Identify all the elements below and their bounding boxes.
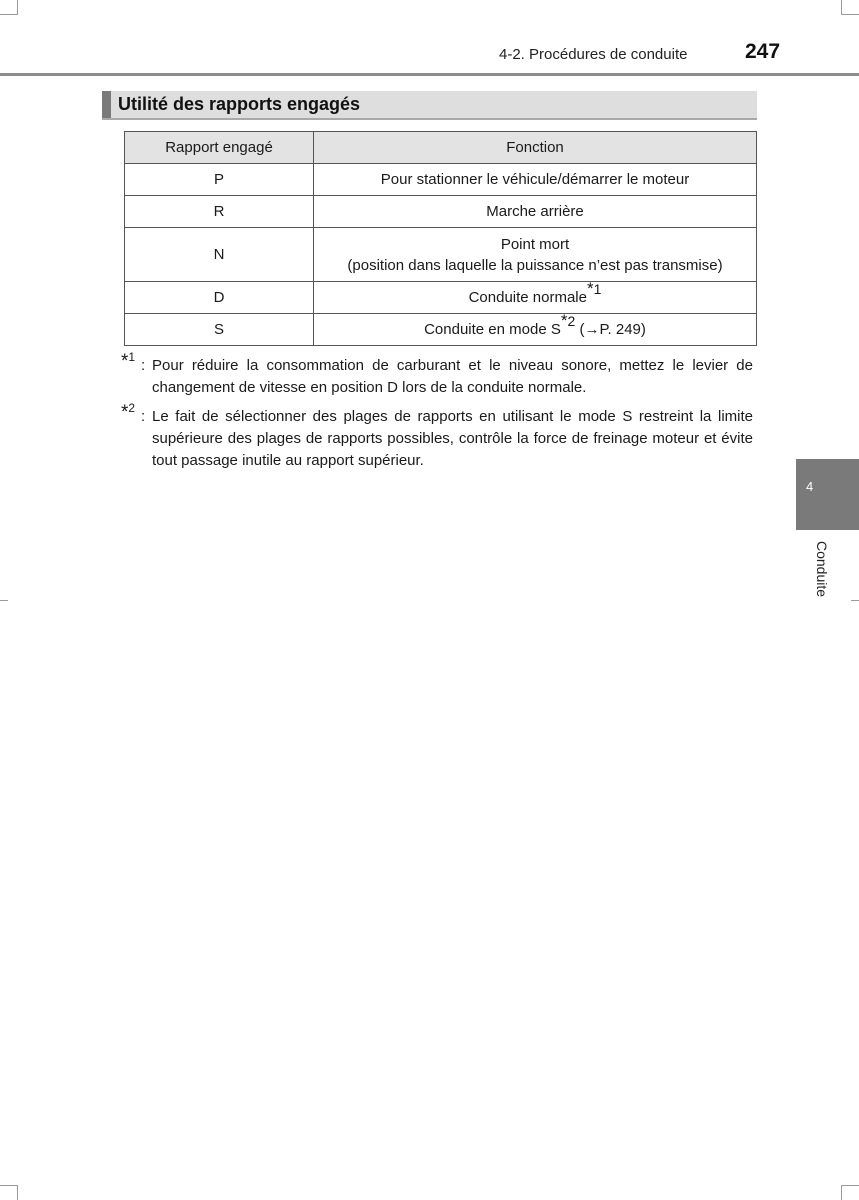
gear-cell: D [125,282,314,314]
function-cell [314,228,757,282]
crop-mark [851,600,859,601]
function-cell: Pour stationner le véhicule/démarrer le moteur [314,164,757,196]
footnote-ref: *2 [560,311,576,330]
section-title: Utilité des rapports engagés [118,94,361,114]
gear-cell: R [125,196,314,228]
gear-table [124,131,757,346]
footnote-colon: : [141,357,146,374]
crop-mark [841,14,859,15]
crop-mark [17,0,18,14]
chapter-label: Conduite [814,541,830,598]
gear-cell: P [125,164,314,196]
footnote-text: Pour réduire la consommation de carburant et le niveau sonore, mettez le levier de changement de vitesse en position D lors de la conduite normale. [152,357,753,396]
page-number: 247 [745,40,781,63]
footnote-colon: : [141,408,146,425]
gear-cell: N [125,228,314,282]
table-header-row [125,132,757,164]
table-row [125,314,757,346]
chapter-number: 4 [806,479,814,494]
function-text: Conduite normale [468,289,587,306]
footnote-ref: *1 [586,279,602,298]
crop-mark [17,1186,18,1200]
function-line: Point mort [500,235,570,253]
crop-mark [841,0,842,14]
page-reference-link[interactable]: P. 249 [599,321,641,338]
section-heading [102,91,757,120]
footnote [121,401,753,472]
function-text: Conduite en mode S [424,321,561,338]
function-line: (position dans laquelle la puissance n’est pas transmise) [347,256,723,274]
header-section-title: 4-2. Procédures de conduite [499,46,688,63]
footnote-marker: *$^1$ [121,350,136,372]
crop-mark [0,1185,18,1186]
table-row [125,196,757,228]
crop-mark [841,1186,842,1200]
function-cell [314,279,757,314]
table-row [125,164,757,196]
crop-mark [0,600,8,601]
function-cell: Conduite en mode $S^{*2}$ (→P. 249) [314,314,757,346]
function-cell: Marche arrière [314,196,757,228]
footnote-text: Le fait de sélectionner des plages de rapports en utilisant le mode S restreint la limite supérieure des plages de rapports possibles, contrôle la force de freinage moteur et évite tout passage inutile au rapport supérieur. [152,408,753,469]
table-row [125,228,757,282]
column-header-function: Fonction [314,132,757,164]
gear-cell: S [125,314,314,346]
crop-mark [841,1185,859,1186]
header-divider [0,73,859,76]
footnote [121,350,753,399]
section-heading-bar [102,91,111,118]
crop-mark [0,14,18,15]
footnote-marker: *$^2$ [121,401,136,423]
column-header-gear: Rapport engagé [125,132,314,164]
table-row [125,282,757,314]
arrow-icon: → [584,321,600,338]
chapter-tab [796,459,859,530]
